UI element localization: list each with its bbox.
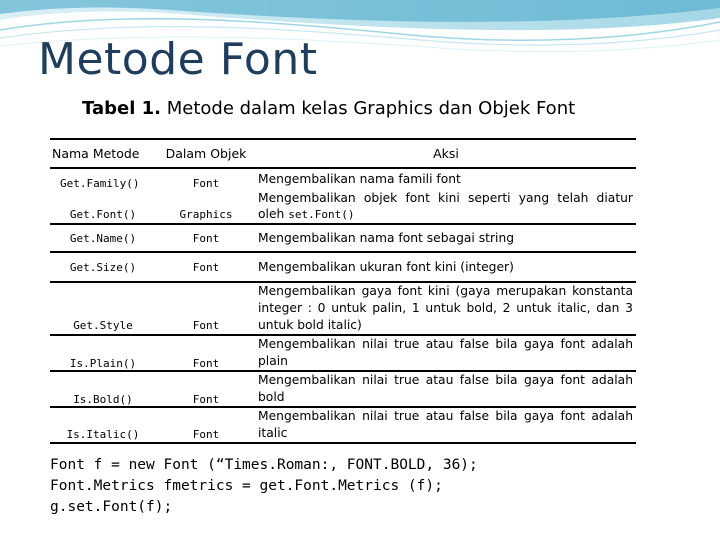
table-row [50, 282, 636, 335]
method-cell: Get.Font() [69, 208, 137, 221]
object-cell: Font [192, 357, 220, 370]
table-row [50, 371, 636, 407]
action-cell: Mengembalikan nilai true atau false bila gaya font adalah italic [258, 409, 633, 440]
action-text: Mengembalikan objek font kini seperti yang telah diatur oleh [258, 191, 633, 221]
code-example [50, 455, 478, 518]
table-header-row [50, 139, 636, 168]
action-cell: Mengembalikan ukuran font kini (integer) [258, 259, 514, 274]
action-code: set.Font() [288, 208, 355, 221]
object-cell: Font [192, 393, 220, 406]
code-line: g.set.Font(f); [50, 499, 173, 515]
method-cell: Get.Name() [69, 231, 137, 245]
object-cell: Font [192, 177, 220, 190]
object-cell: Graphics [179, 208, 233, 221]
object-cell: Font [192, 428, 220, 441]
object-cell: Font [192, 260, 220, 274]
object-cell: Font [192, 319, 220, 332]
caption-label: Tabel 1. [82, 98, 161, 119]
object-cell: Font [192, 231, 220, 245]
code-line: Font.Metrics fmetrics = get.Font.Metrics (f); [50, 478, 443, 494]
method-cell: Get.Style [73, 319, 133, 332]
table-row [50, 407, 636, 443]
method-cell: Is.Italic() [66, 428, 140, 441]
table-row [50, 190, 636, 224]
table-row [50, 224, 636, 252]
table-row [50, 335, 636, 371]
method-cell: Get.Family() [60, 177, 140, 190]
method-cell: Is.Plain() [69, 357, 137, 370]
slide-title: Metode Font [38, 34, 318, 85]
method-cell: Get.Size() [69, 260, 137, 274]
code-line: Font f = new Font (“Times.Roman:, FONT.BOLD, 36); [50, 457, 478, 473]
action-cell: Mengembalikan nilai true atau false bila gaya font adalah bold [258, 373, 633, 404]
header-dalam-objek: Dalam Objek [156, 139, 256, 168]
caption-text: Metode dalam kelas Graphics dan Objek Font [166, 98, 576, 119]
table-row [50, 168, 636, 190]
action-cell [256, 190, 636, 224]
header-aksi: Aksi [256, 139, 636, 168]
action-cell: Mengembalikan nilai true atau false bila gaya font adalah plain [258, 337, 633, 368]
table-caption [82, 98, 575, 119]
methods-table [50, 138, 636, 444]
header-nama-metode: Nama Metode [50, 139, 156, 168]
table-row [50, 252, 636, 282]
action-cell: Mengembalikan nama famili font [258, 172, 461, 186]
action-cell: Mengembalikan gaya font kini (gaya merupakan konstanta integer : 0 untuk palin, 1 untuk bold, 2 untuk italic, dan 3 untuk bold italic) [258, 284, 633, 332]
action-cell: Mengembalikan nama font sebagai string [258, 230, 515, 245]
method-cell: Is.Bold() [73, 393, 133, 406]
